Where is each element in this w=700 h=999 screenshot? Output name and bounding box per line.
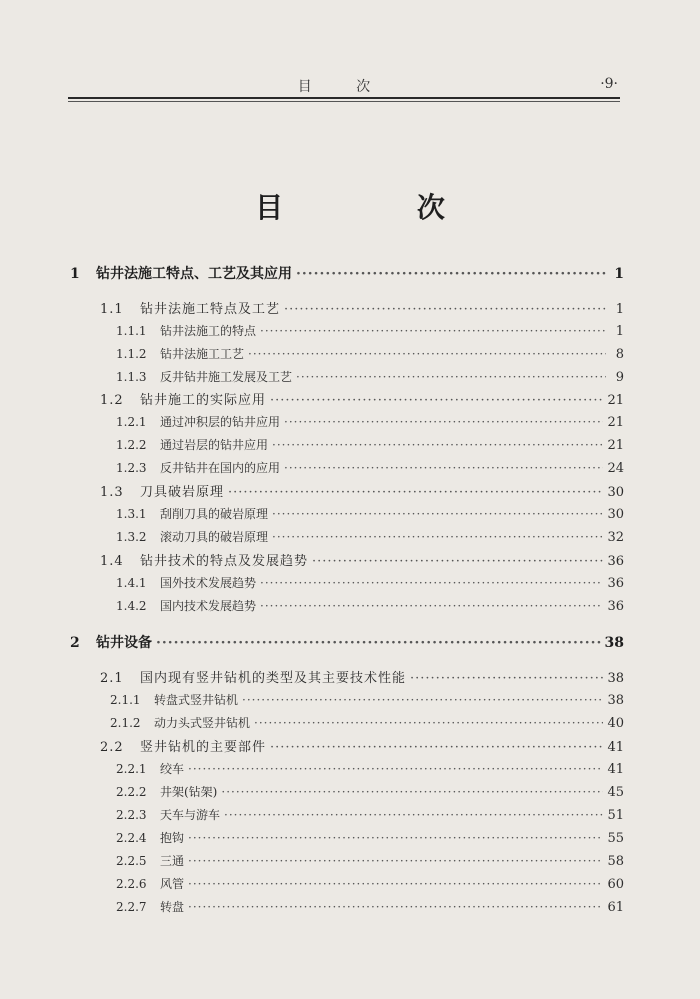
entry-number: 2.2.7 bbox=[116, 900, 147, 914]
toc-entry-1-3-1[interactable] bbox=[116, 505, 624, 525]
entry-title: 转盘式竖井钻机 bbox=[154, 693, 239, 707]
leader-dots bbox=[284, 461, 603, 475]
leader-dots bbox=[260, 576, 603, 590]
entry-page: 21 bbox=[607, 438, 624, 453]
toc-entry-2-2-6[interactable] bbox=[116, 875, 624, 895]
entry-number: 1.1.1 bbox=[116, 324, 147, 338]
toc-entry-section-1-1[interactable] bbox=[100, 298, 624, 318]
entry-page: 45 bbox=[607, 785, 624, 800]
entry-title: 钻井设备 bbox=[96, 635, 152, 651]
entry-title: 国外技术发展趋势 bbox=[160, 576, 257, 590]
entry-page: 51 bbox=[607, 808, 624, 823]
entry-title: 风管 bbox=[160, 877, 185, 891]
toc-entry-1-4-1[interactable] bbox=[116, 574, 624, 594]
leader-dots bbox=[296, 370, 606, 384]
toc-entry-2-2-3[interactable] bbox=[116, 806, 624, 826]
entry-page: 36 bbox=[607, 554, 624, 569]
leader-dots bbox=[270, 393, 603, 408]
entry-title: 天车与游车 bbox=[160, 808, 221, 822]
leader-dots bbox=[188, 877, 603, 891]
entry-title: 绞车 bbox=[160, 762, 185, 776]
entry-title: 钻井法施工的特点 bbox=[160, 324, 257, 338]
toc-entry-2-2-5[interactable] bbox=[116, 852, 624, 872]
toc-entry-1-1-1[interactable] bbox=[116, 322, 624, 342]
leader-dots bbox=[228, 485, 603, 500]
toc-entry-section-1-2[interactable] bbox=[100, 389, 624, 409]
entry-page: 55 bbox=[607, 831, 624, 846]
toc-entry-chapter-1[interactable] bbox=[70, 263, 624, 283]
entry-page: 8 bbox=[615, 347, 624, 362]
entry-number: 2.1 bbox=[100, 671, 124, 686]
entry-title: 通过冲积层的钻井应用 bbox=[160, 415, 281, 429]
entry-number: 2.2.1 bbox=[116, 762, 147, 776]
entry-number: 1.2.2 bbox=[116, 438, 147, 452]
toc-entry-section-2-1[interactable] bbox=[100, 667, 624, 687]
entry-title: 钻井法施工特点、工艺及其应用 bbox=[96, 266, 292, 282]
toc-entry-1-4-2[interactable] bbox=[116, 597, 624, 617]
entry-page: 24 bbox=[607, 461, 624, 476]
entry-page: 21 bbox=[607, 415, 624, 430]
entry-page: 38 bbox=[607, 671, 624, 686]
toc-entry-2-2-7[interactable] bbox=[116, 898, 624, 918]
entry-title: 刀具破岩原理 bbox=[140, 485, 225, 500]
leader-dots bbox=[242, 693, 603, 707]
leader-dots bbox=[188, 831, 603, 845]
entry-number: 2.2.5 bbox=[116, 854, 147, 868]
entry-title: 三通 bbox=[160, 854, 185, 868]
toc-title: 目 次 bbox=[255, 191, 507, 224]
entry-page: 60 bbox=[607, 877, 624, 892]
leader-dots bbox=[221, 785, 603, 799]
entry-number: 1.3.1 bbox=[116, 507, 147, 521]
entry-page: 30 bbox=[607, 507, 624, 522]
entry-title: 钻井技术的特点及发展趋势 bbox=[140, 554, 309, 569]
leader-dots bbox=[312, 554, 603, 569]
entry-number: 1.3 bbox=[100, 485, 124, 500]
leader-dots bbox=[188, 900, 603, 914]
entry-number: 1 bbox=[70, 266, 80, 282]
toc-entry-1-3-2[interactable] bbox=[116, 528, 624, 548]
entry-title: 反井钻井施工发展及工艺 bbox=[160, 370, 293, 384]
entry-page: 58 bbox=[607, 854, 624, 869]
leader-dots bbox=[270, 740, 603, 755]
entry-title: 钻井法施工特点及工艺 bbox=[140, 302, 281, 317]
entry-title: 井架(钻架) bbox=[160, 785, 218, 799]
toc-entry-1-1-3[interactable] bbox=[116, 368, 624, 388]
toc-entry-1-1-2[interactable] bbox=[116, 345, 624, 365]
entry-number: 1.3.2 bbox=[116, 530, 147, 544]
running-header bbox=[68, 74, 620, 98]
entry-number: 2 bbox=[70, 635, 80, 651]
entry-title: 通过岩层的钻井应用 bbox=[160, 438, 269, 452]
toc-entry-2-2-4[interactable] bbox=[116, 829, 624, 849]
entry-number: 2.2.4 bbox=[116, 831, 147, 845]
leader-dots bbox=[254, 716, 603, 730]
entry-title: 反井钻井在国内的应用 bbox=[160, 461, 281, 475]
leader-dots bbox=[284, 415, 603, 429]
entry-page: 41 bbox=[607, 740, 624, 755]
header-rule-thick bbox=[68, 97, 620, 99]
entry-page: 1 bbox=[615, 324, 624, 339]
entry-number: 1.1.3 bbox=[116, 370, 147, 384]
entry-number: 1.1.2 bbox=[116, 347, 147, 361]
toc-entry-section-2-2[interactable] bbox=[100, 736, 624, 756]
toc-entry-section-1-4[interactable] bbox=[100, 550, 624, 570]
leader-dots bbox=[156, 635, 601, 651]
entry-page: 38 bbox=[604, 635, 624, 651]
toc-entry-section-1-3[interactable] bbox=[100, 481, 624, 501]
entry-page: 36 bbox=[607, 576, 624, 591]
leader-dots bbox=[272, 438, 603, 452]
entry-page: 61 bbox=[607, 900, 624, 915]
entry-page: 1 bbox=[614, 266, 624, 282]
entry-number: 2.2.3 bbox=[116, 808, 147, 822]
toc-entry-1-2-2[interactable] bbox=[116, 436, 624, 456]
entry-page: 21 bbox=[607, 393, 624, 408]
leader-dots bbox=[284, 302, 606, 317]
entry-page: 40 bbox=[607, 716, 624, 731]
entry-title: 国内现有竖井钻机的类型及其主要技术性能 bbox=[140, 671, 407, 686]
entry-title: 国内技术发展趋势 bbox=[160, 599, 257, 613]
entry-number: 1.4.2 bbox=[116, 599, 147, 613]
toc-entry-2-1-1[interactable] bbox=[110, 691, 624, 711]
entry-title: 钻井法施工工艺 bbox=[160, 347, 245, 361]
entry-title: 钻井施工的实际应用 bbox=[140, 393, 267, 408]
leader-dots bbox=[296, 266, 606, 282]
entry-page: 41 bbox=[607, 762, 624, 777]
toc-entry-2-2-1[interactable] bbox=[116, 760, 624, 780]
entry-number: 2.2.2 bbox=[116, 785, 147, 799]
leader-dots bbox=[272, 530, 603, 544]
leader-dots bbox=[248, 347, 606, 361]
entry-title: 竖井钻机的主要部件 bbox=[140, 740, 267, 755]
leader-dots bbox=[260, 324, 606, 338]
leader-dots bbox=[260, 599, 603, 613]
leader-dots bbox=[188, 762, 603, 776]
toc-entry-2-1-2[interactable] bbox=[110, 714, 624, 734]
entry-number: 1.4.1 bbox=[116, 576, 147, 590]
toc-entry-chapter-2[interactable] bbox=[70, 632, 624, 652]
entry-number: 2.1.2 bbox=[110, 716, 141, 730]
entry-number: 1.2.3 bbox=[116, 461, 147, 475]
running-header-title: 目 次 bbox=[297, 79, 391, 95]
header-rule-thin bbox=[68, 101, 620, 102]
entry-page: 9 bbox=[615, 370, 624, 385]
entry-title: 滚动刀具的破岩原理 bbox=[160, 530, 269, 544]
entry-title: 转盘 bbox=[160, 900, 185, 914]
entry-number: 2.2.6 bbox=[116, 877, 147, 891]
entry-number: 2.2 bbox=[100, 740, 124, 755]
toc-entry-2-2-2[interactable] bbox=[116, 783, 624, 803]
entry-number: 2.1.1 bbox=[110, 693, 141, 707]
entry-page: 1 bbox=[615, 302, 624, 317]
entry-number: 1.1 bbox=[100, 302, 124, 317]
leader-dots bbox=[410, 671, 603, 686]
leader-dots bbox=[272, 507, 603, 521]
entry-number: 1.2.1 bbox=[116, 415, 147, 429]
toc-entry-1-2-3[interactable] bbox=[116, 459, 624, 479]
entry-page: 30 bbox=[607, 485, 624, 500]
entry-number: 1.2 bbox=[100, 393, 124, 408]
toc-entry-1-2-1[interactable] bbox=[116, 413, 624, 433]
entry-number: 1.4 bbox=[100, 554, 124, 569]
entry-page: 36 bbox=[607, 599, 624, 614]
entry-title: 抱钩 bbox=[160, 831, 185, 845]
leader-dots bbox=[188, 854, 603, 868]
entry-title: 刮削刀具的破岩原理 bbox=[160, 507, 269, 521]
entry-page: 38 bbox=[607, 693, 624, 708]
page-number: ·9· bbox=[600, 76, 618, 92]
leader-dots bbox=[224, 808, 603, 822]
entry-title: 动力头式竖井钻机 bbox=[154, 716, 251, 730]
entry-page: 32 bbox=[607, 530, 624, 545]
